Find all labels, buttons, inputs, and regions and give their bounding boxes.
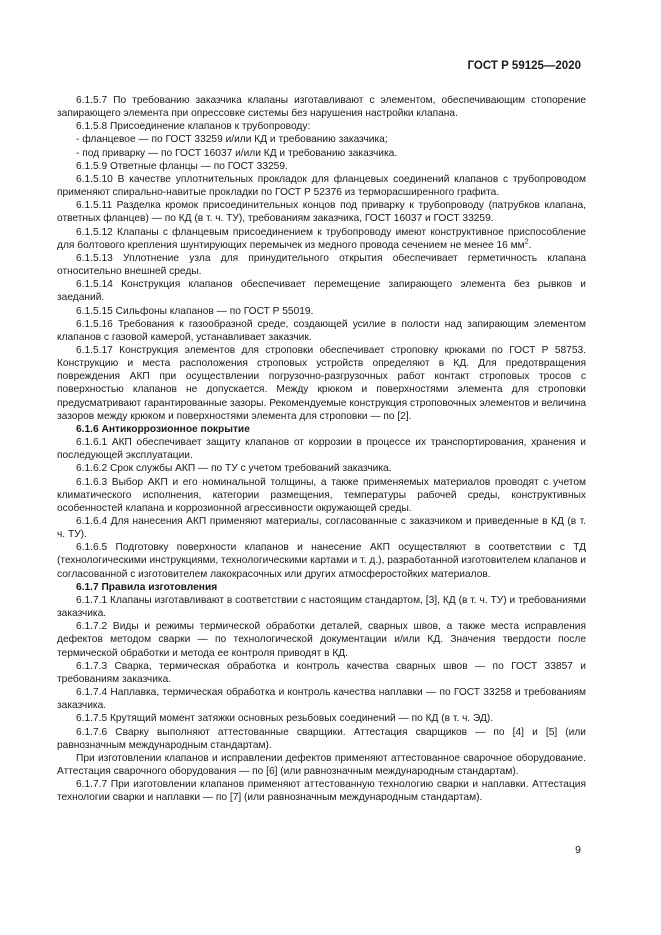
paragraph: 6.1.7.2 Виды и режимы термической обработки деталей, сварных швов, а также места исправления дефектов методом сварки — по технологической документации и/или КД. Значения твердости после термической обработки и метода ее контроля приводят в КД. bbox=[57, 621, 586, 659]
paragraph: 6.1.7.3 Сварка, термическая обработка и контроль качества сварных швов — по ГОСТ 33857 и требованиям заказчика. bbox=[57, 660, 586, 685]
paragraph: - фланцевое — по ГОСТ 33259 и/или КД и требованию заказчика; bbox=[76, 134, 388, 146]
page-number: 9 bbox=[575, 844, 581, 856]
paragraph: 6.1.6.3 Выбор АКП и его номинальной толщины, а также применяемых материалов проводят с учетом климатического исполнения, категории размещения, температуры рабочей среды, конструктивных особенностей клапана и коррозионной агрессивности окружающей среды. bbox=[57, 476, 586, 514]
paragraph: 6.1.7.4 Наплавка, термическая обработка и контроль качества наплавки — по ГОСТ 33258 и требованиям заказчика. bbox=[57, 687, 586, 712]
superscript: 2 bbox=[524, 238, 529, 246]
document-header: ГОСТ Р 59125—2020 bbox=[467, 60, 581, 72]
paragraph: 6.1.7.1 Клапаны изготавливают в соответствии с настоящим стандартом, [3], КД (в т. ч. ТУ) и требованиями заказчика. bbox=[57, 594, 586, 620]
paragraph: 6.1.7.5 Крутящий момент затяжки основных резьбовых соединений — по КД (в т. ч. ЭД). bbox=[76, 713, 494, 725]
paragraph: 6.1.6.4 Для нанесения АКП применяют материалы, согласованные с заказчиком и приведенные в КД (в т. ч. ТУ). bbox=[57, 516, 586, 541]
paragraph: При изготовлении клапанов и исправлении дефектов применяют аттестованное сварочное оборудование. Аттестация сварочного оборудования — по [6] (или равнозначным международным стандартам). bbox=[57, 752, 586, 777]
paragraph: 6.1.5.10 В качестве уплотнительных прокладок для фланцевых соединений клапанов с трубопроводом применяют спирально-навитые прокладки по ГОСТ Р 52376 из терморасширенного графита. bbox=[57, 173, 586, 199]
paragraph: 6.1.5.8 Присоединение клапанов к трубопроводу: bbox=[76, 121, 311, 133]
section-heading: 6.1.6 Антикоррозионное покрытие bbox=[76, 423, 250, 435]
paragraph: 6.1.5.13 Уплотнение узла для принудительного открытия обеспечивает герметичность клапана относительно внешней среды. bbox=[57, 252, 586, 278]
paragraph: - под приварку — по ГОСТ 16037 и/или КД и требованию заказчика. bbox=[76, 147, 398, 159]
paragraph: 6.1.6.1 АКП обеспечивает защиту клапанов от коррозии в процессе их транспортирования, хранения и последующей эксплуатации. bbox=[57, 437, 586, 462]
paragraph: 6.1.6.2 Срок службы АКП — по ТУ с учетом требований заказчика. bbox=[76, 463, 392, 475]
paragraph: 6.1.6.5 Подготовку поверхности клапанов и нанесение АКП осуществляют в соответствии с ТД (технологическими инструкциями, технологическими картами и т. д.), разработанной изготовителем клапанов и согласованной с изготовителем лакокрасочных или других атмосферостойких материалов. bbox=[57, 542, 586, 580]
paragraph: 6.1.5.15 Сильфоны клапанов — по ГОСТ Р 55019. bbox=[76, 305, 314, 317]
paragraph: 6.1.5.14 Конструкция клапанов обеспечивает перемещение запирающего элемента без рывков и заеданий. bbox=[57, 279, 586, 304]
paragraph: 6.1.5.9 Ответные фланцы — по ГОСТ 33259. bbox=[76, 160, 288, 172]
document-body bbox=[57, 94, 586, 804]
paragraph: 6.1.5.16 Требования к газообразной среде, создающей усилие в полости над запирающим элементом клапанов с газовой камерой, устанавливает заказчик. bbox=[57, 318, 586, 343]
paragraph: 6.1.5.7 По требованию заказчика клапаны изготавливают с элементом, обеспечивающим стопорение запирающего элемента при опрессовке системы без нарушения настройки клапана. bbox=[57, 95, 586, 120]
paragraph: 6.1.7.7 При изготовлении клапанов применяют аттестованную технологию сварки и наплавки. Аттестация технологии сварки и наплавки — по [7] (или равнозначным международным стандартам). bbox=[57, 779, 586, 804]
paragraph: 6.1.5.12 Клапаны с фланцевым присоединением к трубопроводу имеют конструктивное приспособление для болтового крепления шунтирующих перемычек из медного провода сечением не менее 16 $мм^2$. bbox=[57, 226, 586, 251]
section-heading: 6.1.7 Правила изготовления bbox=[76, 581, 218, 593]
paragraph: 6.1.5.17 Конструкция элементов для строповки обеспечивает строповку крюками по ГОСТ Р 58753. Конструкцию и места расположения строповых устройств определяют в КД. Для предотвращения повреждения АКП при осуществлении погрузочно-разгрузочных работ контакт строповых тросов с поверхностью клапанов не допускается. Между крюком и поверхностями элемента для строповки предусматривают гарантированные зазоры. Рекомендуемые конструкция строповочных элементов и величина зазоров между крюком и поверхностями элемента для строповки — по [2]. bbox=[57, 344, 586, 422]
paragraph: 6.1.7.6 Сварку выполняют аттестованные сварщики. Аттестация сварщиков — по [4] и [5] (или равнозначным международным стандартам). bbox=[57, 726, 586, 751]
paragraph: 6.1.5.11 Разделка кромок присоединительных концов под приварку к трубопроводу (патрубков клапана, ответных фланцев) — по КД (в т. ч. ТУ), требованиям заказчика, ГОСТ 16037 и ГОСТ 33259. bbox=[57, 200, 586, 225]
